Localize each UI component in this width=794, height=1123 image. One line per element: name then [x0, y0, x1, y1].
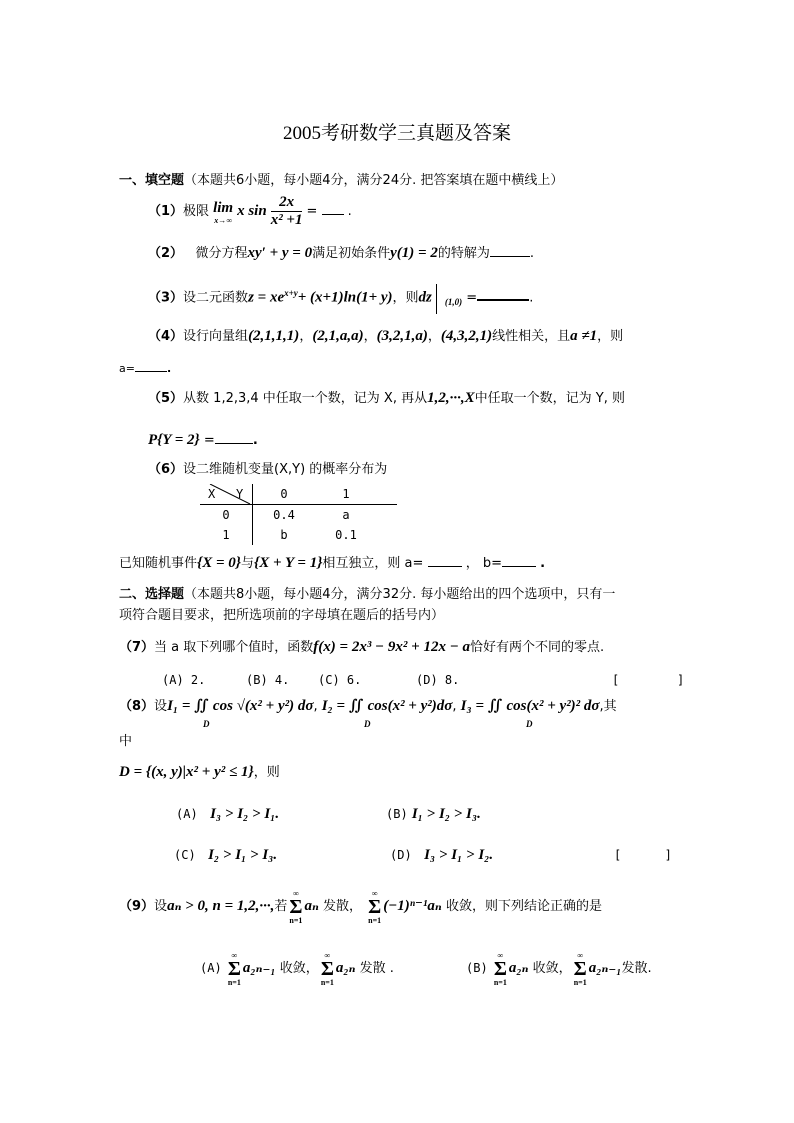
- option-a[interactable]: [176, 805, 279, 824]
- lim-text: lim: [213, 199, 234, 216]
- row-header: 1: [200, 525, 253, 545]
- text: 发散，: [322, 899, 362, 914]
- superscript: x+y: [284, 288, 298, 298]
- question-number: （4）: [148, 329, 184, 344]
- col-header: 0: [280, 487, 288, 501]
- option-label: (B): [386, 807, 408, 821]
- sum-lower: n=1: [289, 915, 303, 925]
- region-subscript: D: [364, 719, 371, 729]
- option-c[interactable]: [174, 846, 277, 865]
- math: + (x+1)ln(1+ y): [297, 289, 393, 306]
- sum-upper: ∞: [324, 950, 331, 960]
- text: 中: [119, 734, 133, 749]
- question-1: （1）极限 lim x→∞ x sin $\frac{2x}{\text{x² +1}}$ = .: [148, 194, 352, 228]
- sum-lower: n=1: [227, 977, 241, 987]
- text: 微分方程: [195, 246, 248, 261]
- period: .: [540, 556, 546, 571]
- text: 收敛，则下列结论正确的是: [445, 899, 602, 914]
- vector: (2,1,1,1): [248, 328, 300, 344]
- answer-blank[interactable]: [477, 287, 529, 301]
- section-label: 一、填空题: [119, 173, 185, 188]
- text: ， b=: [465, 556, 502, 571]
- text: 发散.: [621, 961, 652, 976]
- text: 设: [154, 899, 168, 914]
- text: 设二维随机变量(X,Y) 的概率分布为: [183, 462, 388, 477]
- math: f(x) = 2x³ − 9x² + 12x − a: [313, 639, 471, 655]
- sum-symbol: [321, 951, 334, 987]
- answer-bracket[interactable]: [ ]: [612, 673, 685, 687]
- sigma: Σ: [289, 895, 303, 918]
- sum-symbol: [228, 951, 241, 987]
- table-row: [200, 525, 397, 545]
- question-8-domain: [119, 763, 280, 782]
- question-4: [148, 327, 623, 346]
- math: {X + Y = 1}: [254, 555, 323, 571]
- sum-upper: ∞: [231, 950, 238, 960]
- integral-i3: I₃ = ∬ cos(x² + y²)² dσ: [460, 698, 600, 714]
- sigma: Σ: [227, 957, 241, 980]
- math: I₂ > I₁ > I₃.: [208, 847, 278, 863]
- text: 发散 .: [359, 961, 394, 976]
- text: 当 a 取下列哪个值时，函数: [154, 640, 314, 655]
- option-a[interactable]: [200, 950, 394, 987]
- sep: ，: [427, 329, 441, 344]
- math: aₙ: [304, 898, 319, 914]
- sum-symbol: [289, 889, 302, 925]
- text: ，则: [392, 290, 419, 306]
- sep: ，: [299, 329, 313, 344]
- section-desc: （本题共8小题，每小题4分，满分32分. 每小题给出的四个选项中，只有一: [184, 587, 616, 602]
- question-3: （3）设二元函数$z = xe^{x+y}+ (x+1)\ln(1+ y)$，则dz $_{(1,0)}$ = .: [148, 284, 533, 314]
- question-2: （2） 微分方程xy′ + y = 0满足初始条件y(1) = 2的特解为 .: [148, 245, 534, 261]
- math: a ≠1: [570, 328, 598, 344]
- math: y(1) = 2: [390, 245, 438, 261]
- math: a₂ₙ₋₁: [588, 960, 622, 976]
- equals: =: [306, 204, 318, 219]
- text: 相互独立，则 a=: [322, 556, 424, 571]
- text: 已知随机事件: [119, 556, 198, 571]
- text: 设二元函数: [183, 290, 249, 306]
- text: 收敛，: [279, 961, 319, 976]
- sigma: Σ: [573, 957, 587, 980]
- sep: ，: [363, 329, 377, 344]
- math: D = {(x, y)|x² + y² ≤ 1}: [119, 764, 254, 780]
- math: dz: [418, 289, 432, 306]
- evaluation-bar: [436, 284, 437, 314]
- spacer: [377, 505, 397, 526]
- option-d[interactable]: [390, 846, 493, 865]
- question-number: （8）: [119, 699, 155, 714]
- sum-upper: ∞: [371, 888, 378, 898]
- option-b[interactable]: [386, 805, 481, 824]
- text: ，则: [253, 765, 280, 780]
- vector: (3,2,1,a): [376, 328, 428, 344]
- region-subscript: D: [526, 719, 533, 729]
- question-number: （3）: [148, 290, 184, 306]
- probability-table: [200, 484, 397, 545]
- answer-blank-a[interactable]: [428, 554, 462, 567]
- text: 恰好有两个不同的零点.: [470, 640, 605, 655]
- answer-blank[interactable]: [215, 431, 253, 444]
- denominator: x² +1: [270, 212, 303, 228]
- math: P{Y = 2}: [148, 432, 200, 448]
- cell: a: [342, 508, 350, 522]
- equals: =: [203, 433, 215, 448]
- text: a=: [119, 362, 135, 375]
- question-number: （9）: [119, 899, 155, 914]
- text: ，则: [597, 329, 624, 344]
- section-2-heading: [119, 586, 615, 604]
- spacer: [377, 484, 397, 505]
- sum-upper: ∞: [497, 950, 504, 960]
- option-d[interactable]: (D) 8.: [416, 673, 460, 687]
- math: I₃ > I₁ > I₂.: [424, 847, 494, 863]
- question-number: （5）: [148, 391, 184, 406]
- equals: =: [466, 290, 478, 306]
- option-label: (B): [466, 961, 488, 975]
- text: 与: [241, 556, 255, 571]
- text: 设行向量组: [183, 329, 249, 344]
- math: I₃ > I₂ > I₁.: [210, 806, 280, 822]
- sigma: Σ: [368, 895, 382, 918]
- option-b[interactable]: (B) 4.: [246, 673, 290, 687]
- math: a₂ₙ: [335, 960, 356, 976]
- question-6: [148, 461, 387, 479]
- question-7: [119, 638, 604, 657]
- math: (−1)ⁿ⁻¹aₙ: [383, 898, 442, 914]
- question-6-condition: [119, 554, 545, 573]
- limit: [213, 199, 233, 225]
- question-5: [148, 389, 625, 408]
- sum-lower: n=1: [320, 977, 334, 987]
- option-label: (A): [176, 807, 198, 821]
- fraction: [271, 194, 303, 229]
- vector: (2,1,a,a): [312, 328, 364, 344]
- sigma: Σ: [320, 957, 334, 980]
- option-c[interactable]: (C) 6.: [318, 673, 362, 687]
- sum-lower: n=1: [573, 977, 587, 987]
- row-header: 0: [200, 505, 253, 526]
- lim-subscript: x→∞: [214, 215, 232, 225]
- math: a₂ₙ: [508, 960, 529, 976]
- cell: 0.1: [335, 528, 357, 542]
- answer-blank[interactable]: [322, 202, 344, 215]
- corner-cell: [200, 484, 253, 505]
- question-number: （2）: [148, 246, 184, 261]
- answer-bracket[interactable]: [ ]: [614, 848, 672, 862]
- cell: b: [280, 528, 288, 542]
- sum-symbol: [574, 951, 587, 987]
- math: {X = 0}: [197, 555, 242, 571]
- sum-lower: n=1: [368, 915, 382, 925]
- question-9: [119, 888, 602, 925]
- text: 从数 1,2,3,4 中任取一个数，记为 X, 再从: [183, 391, 428, 406]
- sum-symbol: [368, 889, 381, 925]
- math: xy′ + y = 0: [247, 245, 313, 261]
- section-2-desc-cont: 项符合题目要求，把所选项前的字母填在题后的括号内）: [119, 608, 445, 623]
- sigma: Σ: [493, 957, 507, 980]
- text: 中任取一个数，记为 Y, 则: [474, 391, 625, 406]
- question-number: （1）: [148, 204, 184, 219]
- answer-blank-b[interactable]: [502, 554, 536, 567]
- numerator: 2x: [271, 194, 303, 212]
- page-title: 2005考研数学三真题及答案: [282, 123, 511, 144]
- region-subscript: D: [203, 719, 210, 729]
- answer-blank[interactable]: [490, 244, 530, 257]
- question-number: （6）: [148, 462, 184, 477]
- text: 满足初始条件: [312, 246, 391, 261]
- math: aₙ > 0, n = 1,2,···,: [167, 898, 275, 914]
- math: 1,2,···,X: [427, 390, 475, 406]
- text: 其: [603, 699, 617, 714]
- text: 线性相关，且: [492, 329, 571, 344]
- math: I₁ > I₂ > I₃.: [411, 806, 481, 822]
- section-label: 二、选择题: [119, 587, 185, 602]
- cell: 0.4: [273, 508, 295, 522]
- sum-symbol: [494, 951, 507, 987]
- text: 的特解为: [437, 246, 490, 261]
- answer-blank[interactable]: [135, 359, 167, 372]
- spacer: [377, 525, 397, 545]
- option-a[interactable]: (A) 2.: [162, 673, 206, 687]
- col-header: 1: [342, 487, 350, 501]
- option-label: (A): [200, 961, 222, 975]
- table-row: [200, 505, 397, 526]
- question-text: 极限: [183, 204, 210, 219]
- math: x sin: [237, 203, 267, 219]
- option-label: (C): [174, 848, 196, 862]
- integral-i1: I₁ = ∬ cos √(x² + y²) dσ: [167, 698, 314, 714]
- math: z = xe: [248, 289, 285, 306]
- question-4-answer: a= .: [119, 359, 171, 378]
- vector: (4,3,2,1): [440, 328, 493, 344]
- section-desc: （本题共6小题，每小题4分，满分24分. 把答案填在题中横线上）: [184, 173, 564, 188]
- integral-i2: I₂ = ∬ cos(x² + y²)dσ: [321, 698, 453, 714]
- text: 若: [274, 899, 288, 914]
- option-label: (D): [390, 848, 412, 862]
- math: a₂ₙ₋₁: [242, 960, 276, 976]
- text: 收敛，: [532, 961, 572, 976]
- sum-upper: ∞: [293, 888, 299, 898]
- sum-lower: n=1: [493, 977, 507, 987]
- question-5-answer: P{Y = 2} = .: [148, 432, 258, 448]
- question-number: （7）: [119, 640, 155, 655]
- subscript: (1,0): [444, 296, 463, 307]
- question-8: （8）设I₁ = ∬ cos √(x² + y²) dσ, I₂ = ∬ cos(x² + y²)dσ, I₃ = ∬ cos(x² + y²)² dσ,其: [119, 698, 617, 714]
- sum-upper: ∞: [577, 950, 584, 960]
- option-b[interactable]: [466, 950, 652, 987]
- text: 设: [154, 699, 168, 714]
- section-1-heading: [119, 172, 563, 190]
- col-header-label: Y: [236, 487, 244, 501]
- row-header-label: X: [208, 487, 216, 501]
